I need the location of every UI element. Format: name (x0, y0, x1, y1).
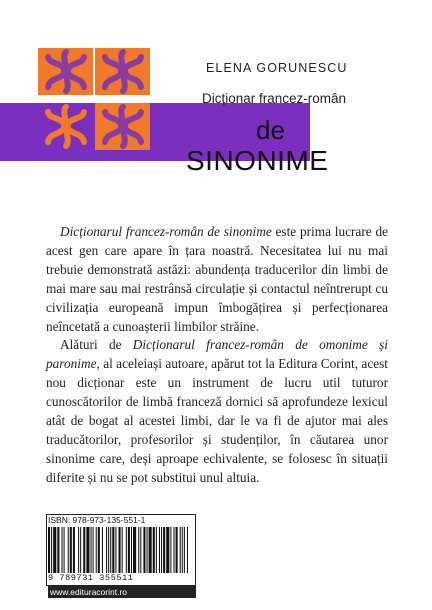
barcode-bar (128, 527, 130, 573)
barcode-bar (156, 527, 157, 573)
barcode-bar (133, 527, 136, 573)
flower-motif-icon (40, 104, 92, 149)
barcode-bar (161, 527, 162, 573)
barcode-bar (102, 527, 103, 573)
barcode-bar (48, 527, 50, 573)
barcode-image (48, 527, 188, 573)
title-connector: de (256, 115, 285, 145)
barcode-bar (131, 527, 132, 573)
barcode-bar (86, 527, 89, 573)
motif-tile (95, 48, 150, 95)
barcode-bar (110, 527, 111, 573)
barcode-bar (98, 527, 100, 573)
dictionary-subtitle: Dicționar francez-român (202, 91, 347, 106)
flower-motif-icon (97, 104, 149, 149)
blurb-italic-title: Dicționarul francez-român de omonime și paronime (46, 337, 388, 372)
flower-motif-icon (40, 49, 92, 94)
barcode-bar (91, 527, 92, 573)
barcode-digits: 9 789731 355511 (48, 573, 134, 583)
book-title: SINONIME (186, 145, 329, 176)
barcode-bar (163, 527, 165, 573)
motif-tile (38, 103, 93, 150)
barcode-bar (170, 527, 171, 573)
barcode-bar (126, 527, 127, 573)
barcode-bar (57, 527, 59, 573)
blurb-paragraph-2 (46, 336, 388, 487)
barcode-bar (187, 527, 188, 573)
barcode-bar (115, 527, 116, 573)
barcode-bar (70, 527, 72, 573)
barcode-bar (112, 527, 114, 573)
barcode-bar (53, 527, 56, 573)
motif-tile (38, 48, 93, 95)
barcode-bar (83, 527, 85, 573)
barcode-bar (64, 527, 65, 573)
barcode-bar (138, 527, 139, 573)
barcode-bar (184, 527, 185, 573)
barcode-bar (182, 527, 183, 573)
blurb-text: , al aceleiași autoare, apărut tot la Editura Corint, acest nou dicționar este un instrument de lucru util tuturor cunoscătorilor de limbă franceză dornici să aprofundeze lexicul atât de bogat al acestei limbi, dar le va fi de ajutor mai ales traducătorilor, profesorilor și studenților, în căutarea unor sinonime care, deși aproape echivalente, se folosesc în situații diferite și nu se pot substitui unul altuia. (46, 356, 388, 485)
blurb (46, 223, 388, 488)
author-name: ELENA GORUNESCU (206, 61, 348, 75)
barcode-bar (153, 527, 155, 573)
barcode-bar (176, 527, 178, 573)
flower-motif-icon (97, 49, 149, 94)
barcode-bar (122, 527, 123, 573)
publisher-website: www.edituracorint.ro (48, 586, 196, 598)
isbn-label: ISBN: 978-973-135-551-1 (48, 515, 146, 525)
barcode-bar (143, 527, 145, 573)
barcode-bar (93, 527, 94, 573)
barcode-bar (180, 527, 181, 573)
blurb-italic-title: Dicționarul francez-român de sinonime (60, 224, 272, 239)
barcode-bar (166, 527, 169, 573)
barcode-bar (73, 527, 75, 573)
barcode-bar (140, 527, 141, 573)
blurb-text: Alături de (60, 337, 133, 353)
barcode-bar (159, 527, 160, 573)
motif-tile (95, 103, 150, 150)
barcode-bar (173, 527, 174, 573)
barcode-bar (78, 527, 79, 573)
blurb-text: este prima lucrare de acest gen care apare în țara noastră. Necesitatea lui nu mai trebuie demonstrată astăzi: abundența traducerilor din limbi de mai mare sau mai restrânsă circulație și contactul neîntrerupt cu civilizația europeană impun îmbogățirea și perfecționarea neîncetată a cunoașterii limbilor străine. (46, 224, 388, 334)
barcode-bar (68, 527, 69, 573)
blurb-paragraph-1 (46, 223, 388, 336)
barcode-bar (149, 527, 152, 573)
barcode-bar (96, 527, 97, 573)
barcode-bar (51, 527, 52, 573)
barcode-bar (108, 527, 109, 573)
barcode-bar (106, 527, 107, 573)
barcode-bar (147, 527, 148, 573)
barcode-bar (61, 527, 62, 573)
barcode-bar (80, 527, 81, 573)
barcode-bar (119, 527, 121, 573)
